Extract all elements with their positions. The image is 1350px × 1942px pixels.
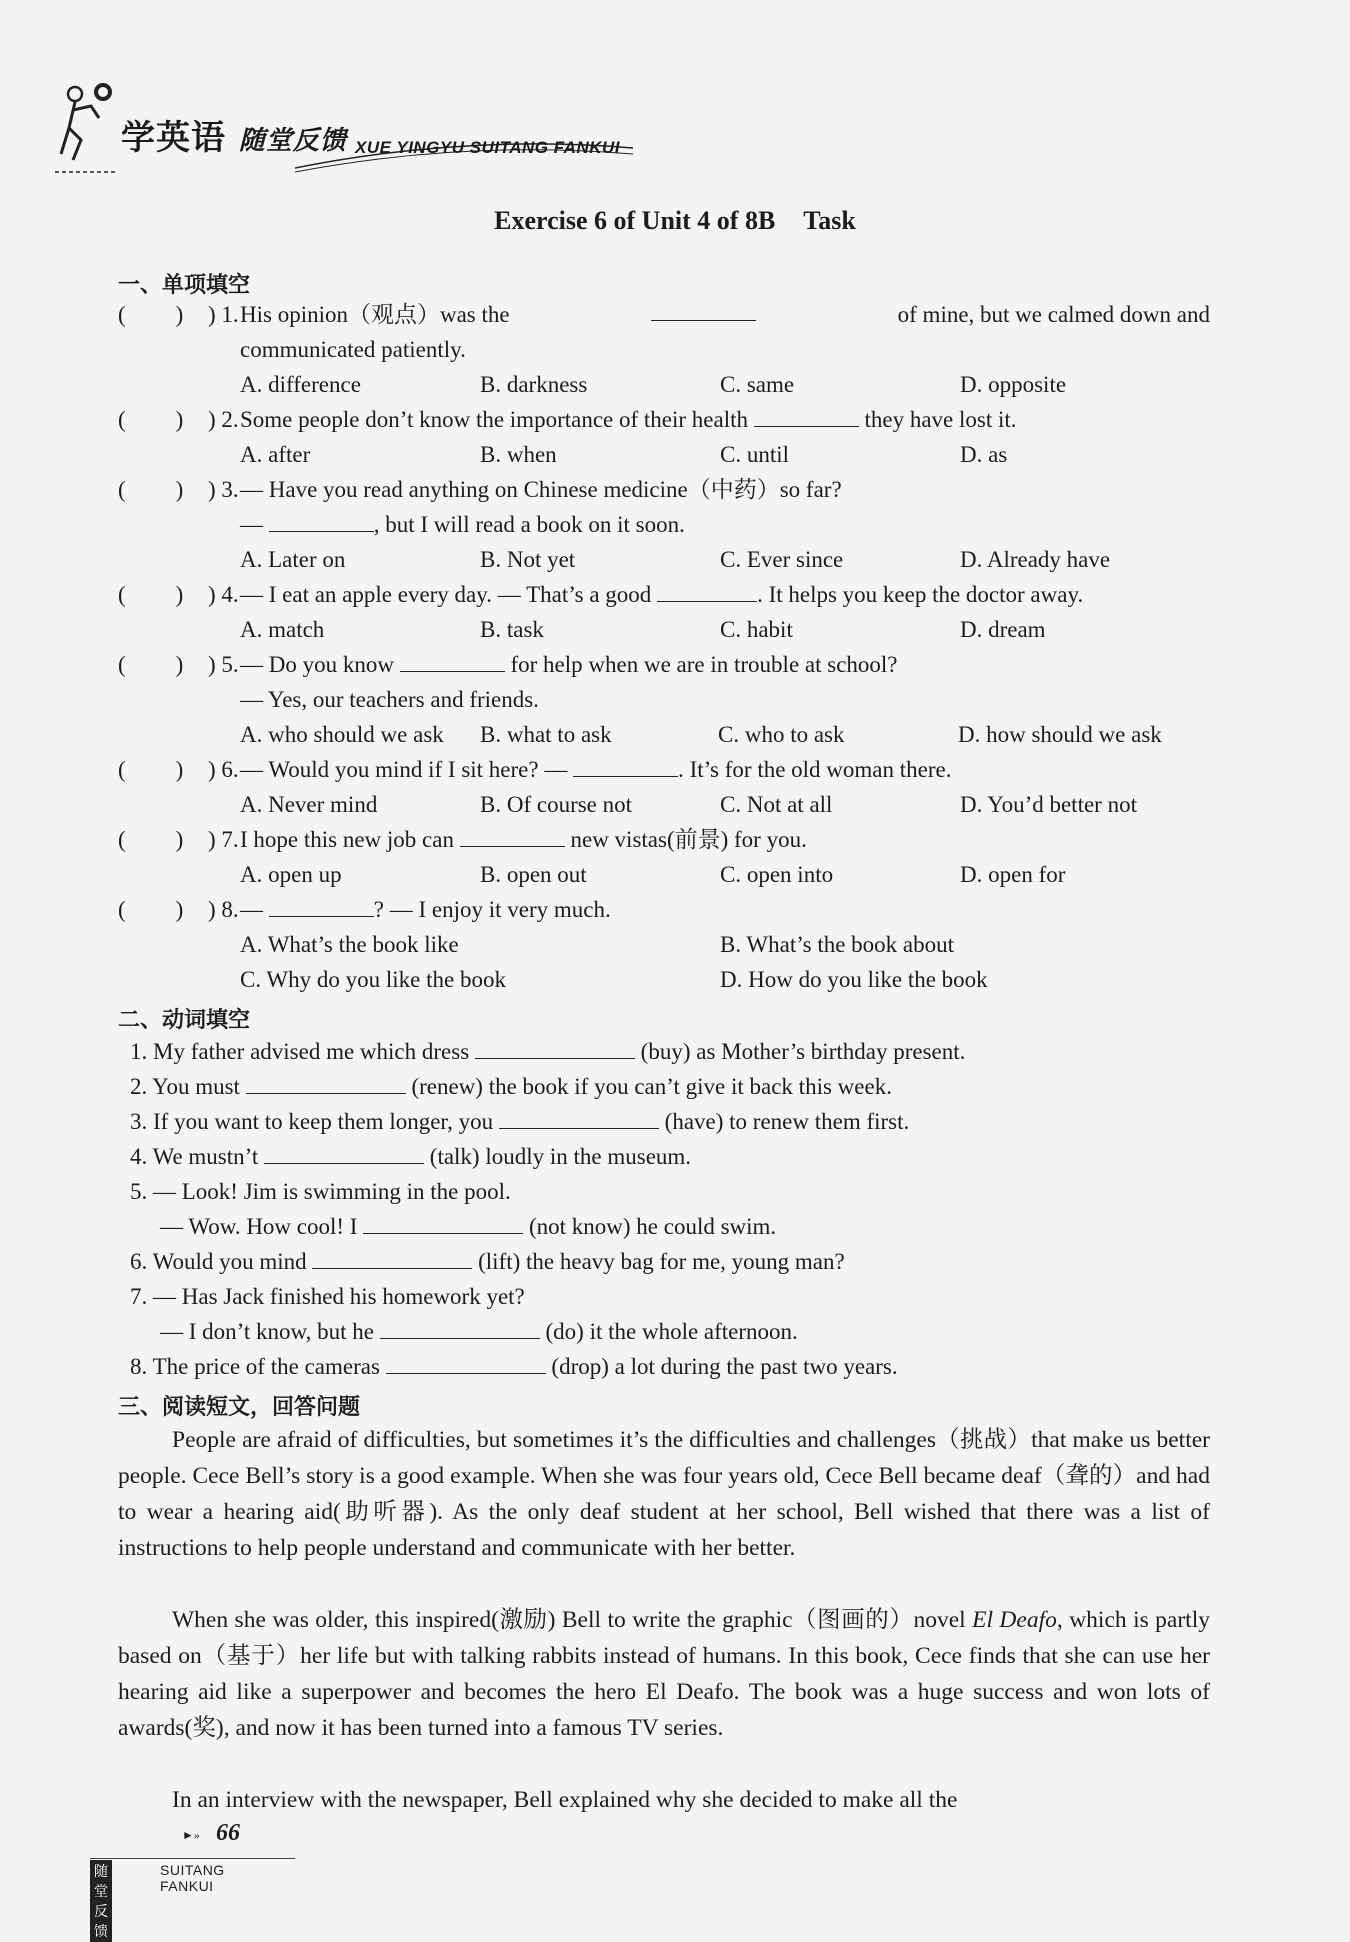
answer-blank[interactable] xyxy=(312,1248,472,1269)
answer-bracket[interactable]: ( ) xyxy=(118,302,184,327)
question-number: ) 8. xyxy=(208,897,239,922)
answer-blank[interactable] xyxy=(460,826,565,847)
question-8-text: — ? — I enjoy it very much. xyxy=(240,897,611,922)
section1-heading: 一、单项填空 xyxy=(118,273,251,298)
answer-blank[interactable] xyxy=(386,1353,546,1374)
verb-item: 1. My father advised me which dress (buy) as Mother’s birthday present. xyxy=(130,1039,966,1064)
option-c[interactable]: C. Not at all xyxy=(720,792,833,817)
reading-paragraph-2: When she was older, this inspired(激励) Bell to write the graphic（图画的）novel El Deafo, which is partly based on（基于）her life but with talking rabbits instead of humans. In this book, Cece finds that she can use her hearing aid like a superpower and becomes the hero El Deafo. The book was a huge success and won lots of awards(奖), and now it has been turned into a famous TV series. xyxy=(118,1607,1210,1741)
answer-blank[interactable] xyxy=(475,1038,635,1059)
answer-bracket[interactable]: ( ) xyxy=(118,827,184,852)
question-1-text-cont: communicated patiently. xyxy=(240,337,466,362)
option-c[interactable]: C. Why do you like the book xyxy=(240,967,506,992)
verb-item: 8. The price of the cameras (drop) a lot during the past two years. xyxy=(130,1354,898,1379)
option-c[interactable]: C. until xyxy=(720,442,790,467)
question-number: ) 5. xyxy=(208,652,239,677)
answer-bracket[interactable]: ( ) xyxy=(118,652,184,677)
answer-bracket[interactable]: ( ) xyxy=(118,897,184,922)
option-d[interactable]: D. dream xyxy=(960,617,1046,642)
question-1-text: His opinion（观点）was the of mine, but we calmed down and xyxy=(240,302,1210,327)
question-number: ) 7. xyxy=(208,827,239,852)
header-english-title: XUE YINGYU SUITANG FANKUI xyxy=(355,138,621,157)
footer-badge: 随堂反馈 xyxy=(90,1860,112,1942)
answer-blank[interactable] xyxy=(657,581,757,602)
question-number: ) 4. xyxy=(208,582,239,607)
option-d[interactable]: D. You’d better not xyxy=(960,792,1137,817)
answer-blank[interactable] xyxy=(246,1073,406,1094)
answer-bracket[interactable]: ( ) xyxy=(118,757,184,782)
option-b[interactable]: B. darkness xyxy=(480,372,588,397)
option-a[interactable]: A. Later on xyxy=(240,547,346,572)
option-a[interactable]: A. who should we ask xyxy=(240,722,444,747)
option-c[interactable]: C. Ever since xyxy=(720,547,844,572)
answer-blank[interactable] xyxy=(269,896,374,917)
option-b[interactable]: B. What’s the book about xyxy=(720,932,955,957)
answer-blank[interactable] xyxy=(264,1143,424,1164)
option-d[interactable]: D. How do you like the book xyxy=(720,967,988,992)
option-c[interactable]: C. habit xyxy=(720,617,793,642)
option-d[interactable]: D. opposite xyxy=(960,372,1067,397)
exercise-title: Exercise 6 of Unit 4 of 8B Task xyxy=(494,206,856,235)
option-a[interactable]: A. Never mind xyxy=(240,792,378,817)
answer-blank[interactable] xyxy=(573,756,678,777)
answer-blank[interactable] xyxy=(651,300,756,321)
verb-item: 6. Would you mind (lift) the heavy bag for me, young man? xyxy=(130,1249,845,1274)
answer-blank[interactable] xyxy=(499,1108,659,1129)
answer-bracket[interactable]: ( ) xyxy=(118,477,184,502)
section2-heading: 二、动词填空 xyxy=(118,1008,251,1033)
verb-item: 3. If you want to keep them longer, you (have) to renew them first. xyxy=(130,1109,910,1134)
option-d[interactable]: D. how should we ask xyxy=(958,722,1162,747)
option-a[interactable]: A. difference xyxy=(240,372,361,397)
option-a[interactable]: A. match xyxy=(240,617,325,642)
question-4-text: — I eat an apple every day. — That’s a good . It helps you keep the doctor away. xyxy=(240,582,1084,607)
reading-paragraph-1: People are afraid of difficulties, but sometimes it’s the difficulties and challenges（挑战）that make us better people. Cece Bell’s story is a good example. When she was four years old, Cece Bell became deaf（聋的）and had to wear a hearing aid(助听器). As the only deaf student at her school, Bell wished that there was a list of instructions to help people understand and communicate with her better. xyxy=(118,1427,1210,1561)
option-b[interactable]: B. when xyxy=(480,442,557,467)
question-number: ) 2. xyxy=(208,407,239,432)
answer-blank[interactable] xyxy=(380,1318,540,1339)
question-number: ) 1. xyxy=(208,302,239,327)
question-5-text-cont: — Yes, our teachers and friends. xyxy=(240,687,539,712)
option-a[interactable]: A. What’s the book like xyxy=(240,932,459,957)
option-c[interactable]: C. open into xyxy=(720,862,834,887)
verb-item: — Wow. How cool! I (not know) he could swim. xyxy=(160,1214,777,1239)
answer-blank[interactable] xyxy=(754,406,859,427)
option-a[interactable]: A. open up xyxy=(240,862,342,887)
verb-item: 4. We mustn’t (talk) loudly in the museum. xyxy=(130,1144,692,1169)
book-header xyxy=(55,80,655,180)
footer-divider xyxy=(90,1858,295,1859)
question-3-text-cont: — , but I will read a book on it soon. xyxy=(240,512,685,537)
verb-item: 2. You must (renew) the book if you can’t give it back this week. xyxy=(130,1074,892,1099)
answer-bracket[interactable]: ( ) xyxy=(118,407,184,432)
page-number: 66 xyxy=(216,1820,240,1846)
arrow-icon: ►» xyxy=(182,1828,200,1842)
option-b[interactable]: B. Of course not xyxy=(480,792,633,817)
answer-blank[interactable] xyxy=(269,511,374,532)
question-number: ) 6. xyxy=(208,757,239,782)
question-5-text: — Do you know for help when we are in trouble at school? xyxy=(240,652,898,677)
verb-item: 7. — Has Jack finished his homework yet? xyxy=(130,1284,525,1309)
option-d[interactable]: D. as xyxy=(960,442,1008,467)
option-c[interactable]: C. who to ask xyxy=(718,722,845,747)
section3-heading: 三、阅读短文，回答问题 xyxy=(118,1395,361,1420)
option-b[interactable]: B. task xyxy=(480,617,544,642)
option-c[interactable]: C. same xyxy=(720,372,795,397)
answer-blank[interactable] xyxy=(363,1213,523,1234)
option-a[interactable]: A. after xyxy=(240,442,311,467)
option-b[interactable]: B. Not yet xyxy=(480,547,576,572)
option-b[interactable]: B. what to ask xyxy=(480,722,612,747)
footer-badge-english: SUITANG FANKUI xyxy=(160,1862,225,1894)
question-2-text: Some people don’t know the importance of their health they have lost it. xyxy=(240,407,1017,432)
question-3-text: — Have you read anything on Chinese medicine（中药）so far? xyxy=(240,477,842,502)
running-figure-icon xyxy=(55,80,125,180)
option-d[interactable]: D. open for xyxy=(960,862,1066,887)
question-7-text: I hope this new job can new vistas(前景) for you. xyxy=(240,827,807,852)
header-chinese-title: 学英语 随堂反馈 xyxy=(121,118,347,158)
answer-blank[interactable] xyxy=(400,651,505,672)
question-6-text: — Would you mind if I sit here? — . It’s for the old woman there. xyxy=(240,757,952,782)
answer-bracket[interactable]: ( ) xyxy=(118,582,184,607)
verb-item: — I don’t know, but he (do) it the whole afternoon. xyxy=(160,1319,798,1344)
verb-item: 5. — Look! Jim is swimming in the pool. xyxy=(130,1179,511,1204)
reading-paragraph-3: In an interview with the newspaper, Bell explained why she decided to make all the xyxy=(172,1787,958,1813)
question-number: ) 3. xyxy=(208,477,239,502)
option-d[interactable]: D. Already have xyxy=(960,547,1111,572)
option-b[interactable]: B. open out xyxy=(480,862,587,887)
